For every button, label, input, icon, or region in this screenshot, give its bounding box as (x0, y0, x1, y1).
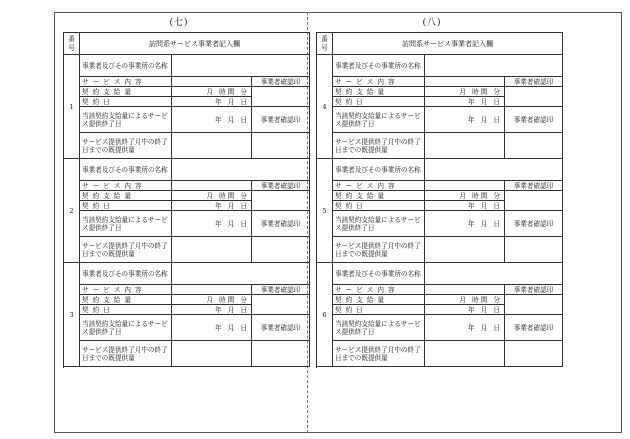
contract-date-field[interactable]: 年 月 日 (172, 201, 252, 211)
already-provided-label: サービス提供終了月中の終了日までの既提供量 (80, 237, 172, 263)
service-content-label: サービス内容 (80, 181, 172, 191)
service-content-field[interactable] (172, 77, 252, 87)
provider-name-label: 事業者及びその事業所の名称 (80, 263, 172, 285)
service-end-date-field[interactable]: 年 月 日 (425, 107, 505, 133)
already-provided-label: サービス提供終了月中の終了日までの既提供量 (333, 133, 425, 159)
provider-seal-box[interactable] (505, 295, 563, 315)
service-content-label: サービス内容 (333, 77, 425, 87)
panel-label-7: (七) (169, 18, 189, 28)
provider-name-field[interactable] (172, 159, 310, 181)
contract-date-label: 契約日 (80, 305, 172, 315)
contract-date-label: 契約日 (80, 97, 172, 107)
contract-amount-field[interactable]: 月 時間 分 (172, 87, 252, 97)
service-content-field[interactable] (425, 285, 505, 295)
already-provided-field[interactable] (425, 237, 505, 263)
provider-seal-box[interactable] (252, 191, 310, 211)
contract-date-label: 契約日 (80, 201, 172, 211)
service-end-seal[interactable]: 事業者確認印 (505, 315, 563, 341)
contract-amount-field[interactable]: 月 時間 分 (425, 87, 505, 97)
contract-amount-label: 契約支給量 (333, 295, 425, 305)
table-title: 訪問系サービス事業者記入欄 (80, 33, 310, 55)
service-content-label: サービス内容 (80, 285, 172, 295)
already-provided-seal[interactable] (505, 341, 563, 367)
contract-amount-field[interactable]: 月 時間 分 (172, 295, 252, 305)
already-provided-label: サービス提供終了月中の終了日までの既提供量 (333, 341, 425, 367)
service-end-date-field[interactable]: 年 月 日 (425, 315, 505, 341)
table-title: 訪問系サービス事業者記入欄 (333, 33, 563, 55)
provider-table-right (316, 32, 563, 367)
service-end-seal[interactable]: 事業者確認印 (252, 211, 310, 237)
service-end-date-label: 当該契約支給量によるサービス提供終了日 (333, 107, 425, 133)
contract-date-label: 契約日 (333, 201, 425, 211)
already-provided-label: サービス提供終了月中の終了日までの既提供量 (80, 133, 172, 159)
provider-name-label: 事業者及びその事業所の名称 (333, 55, 425, 77)
service-end-seal[interactable]: 事業者確認印 (505, 211, 563, 237)
service-end-date-label: 当該契約支給量によるサービス提供終了日 (333, 315, 425, 341)
provider-seal-box[interactable] (252, 295, 310, 315)
panel-label-8: (八) (422, 18, 442, 28)
service-content-label: サービス内容 (80, 77, 172, 87)
number-header: 番号 (317, 33, 333, 55)
provider-name-field[interactable] (425, 55, 563, 77)
service-end-date-field[interactable]: 年 月 日 (172, 315, 252, 341)
contract-date-field[interactable]: 年 月 日 (172, 305, 252, 315)
provider-seal-header: 事業者確認印 (505, 77, 563, 87)
service-content-field[interactable] (425, 181, 505, 191)
provider-seal-box[interactable] (505, 191, 563, 211)
service-end-seal[interactable]: 事業者確認印 (505, 107, 563, 133)
already-provided-field[interactable] (172, 341, 252, 367)
service-end-date-label: 当該契約支給量によるサービス提供終了日 (80, 315, 172, 341)
provider-seal-header: 事業者確認印 (252, 181, 310, 191)
provider-seal-header: 事業者確認印 (505, 285, 563, 295)
service-content-label: サービス内容 (333, 285, 425, 295)
provider-seal-box[interactable] (252, 87, 310, 107)
entry-number: 6 (317, 263, 333, 367)
provider-name-field[interactable] (172, 55, 310, 77)
contract-date-field[interactable]: 年 月 日 (425, 305, 505, 315)
entry-number: 1 (64, 55, 80, 159)
already-provided-seal[interactable] (505, 133, 563, 159)
service-end-date-label: 当該契約支給量によるサービス提供終了日 (80, 211, 172, 237)
service-content-field[interactable] (425, 77, 505, 87)
service-end-date-label: 当該契約支給量によるサービス提供終了日 (333, 211, 425, 237)
service-content-label: サービス内容 (333, 181, 425, 191)
already-provided-field[interactable] (425, 341, 505, 367)
already-provided-field[interactable] (172, 237, 252, 263)
service-end-date-field[interactable]: 年 月 日 (172, 107, 252, 133)
service-end-date-label: 当該契約支給量によるサービス提供終了日 (80, 107, 172, 133)
provider-seal-box[interactable] (505, 87, 563, 107)
provider-name-label: 事業者及びその事業所の名称 (333, 159, 425, 181)
service-content-field[interactable] (172, 285, 252, 295)
entry-number: 2 (64, 159, 80, 263)
already-provided-field[interactable] (172, 133, 252, 159)
contract-amount-label: 契約支給量 (80, 295, 172, 305)
already-provided-seal[interactable] (252, 341, 310, 367)
provider-seal-header: 事業者確認印 (252, 77, 310, 87)
already-provided-seal[interactable] (252, 133, 310, 159)
provider-name-field[interactable] (425, 263, 563, 285)
contract-amount-field[interactable]: 月 時間 分 (425, 295, 505, 305)
contract-amount-field[interactable]: 月 時間 分 (425, 191, 505, 201)
contract-amount-label: 契約支給量 (80, 191, 172, 201)
already-provided-seal[interactable] (252, 237, 310, 263)
already-provided-label: サービス提供終了月中の終了日までの既提供量 (333, 237, 425, 263)
contract-amount-label: 契約支給量 (333, 87, 425, 97)
provider-table-left (63, 32, 310, 367)
contract-amount-label: 契約支給量 (333, 191, 425, 201)
contract-date-field[interactable]: 年 月 日 (425, 201, 505, 211)
number-header: 番号 (64, 33, 80, 55)
provider-seal-header: 事業者確認印 (252, 285, 310, 295)
contract-amount-label: 契約支給量 (80, 87, 172, 97)
contract-date-label: 契約日 (333, 97, 425, 107)
contract-date-field[interactable]: 年 月 日 (425, 97, 505, 107)
service-end-date-field[interactable]: 年 月 日 (425, 211, 505, 237)
provider-seal-header: 事業者確認印 (505, 181, 563, 191)
provider-name-field[interactable] (172, 263, 310, 285)
contract-date-label: 契約日 (333, 305, 425, 315)
already-provided-seal[interactable] (505, 237, 563, 263)
contract-amount-field[interactable]: 月 時間 分 (172, 191, 252, 201)
provider-name-label: 事業者及びその事業所の名称 (333, 263, 425, 285)
service-content-field[interactable] (172, 181, 252, 191)
contract-date-field[interactable]: 年 月 日 (172, 97, 252, 107)
already-provided-label: サービス提供終了月中の終了日までの既提供量 (80, 341, 172, 367)
service-end-seal[interactable]: 事業者確認印 (252, 315, 310, 341)
provider-name-label: 事業者及びその事業所の名称 (80, 55, 172, 77)
entry-number: 3 (64, 263, 80, 367)
provider-name-field[interactable] (425, 159, 563, 181)
provider-name-label: 事業者及びその事業所の名称 (80, 159, 172, 181)
service-end-date-field[interactable]: 年 月 日 (172, 211, 252, 237)
already-provided-field[interactable] (425, 133, 505, 159)
entry-number: 5 (317, 159, 333, 263)
entry-number: 4 (317, 55, 333, 159)
service-end-seal[interactable]: 事業者確認印 (252, 107, 310, 133)
